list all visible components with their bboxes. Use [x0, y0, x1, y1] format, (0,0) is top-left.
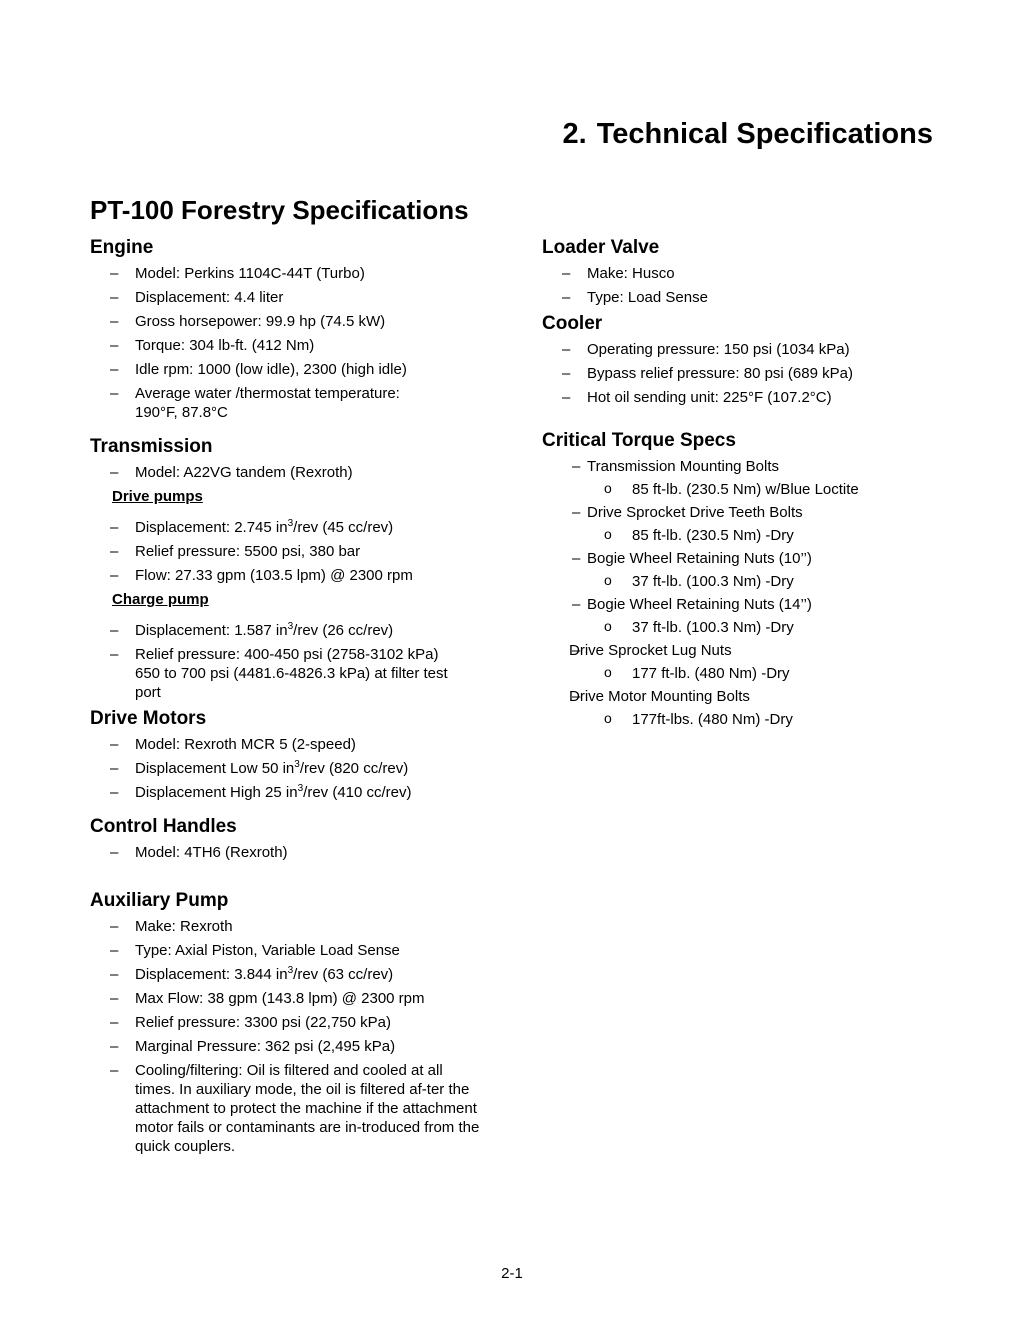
cooler-section — [542, 312, 942, 407]
list-item: – Displacement Low 50 $in^3$/rev (820 cc/rev) — [90, 759, 490, 778]
list-item: – Model: 4TH6 (Rexroth) — [90, 843, 490, 862]
drive-motors-section — [90, 707, 490, 802]
document-title: PT-100 Forestry Specifications — [90, 195, 469, 225]
list-item: o 85 ft-lb. (230.5 Nm) w/Blue Loctite — [542, 480, 942, 499]
engine-heading: Engine — [90, 237, 154, 258]
control-handles-list — [90, 843, 490, 862]
transmission-section — [90, 435, 490, 702]
list-item: – Make: Husco — [542, 264, 942, 283]
list-item: – Gross horsepower: 99.9 hp (74.5 kW) — [90, 312, 490, 331]
list-item: o 37 ft-lb. (100.3 Nm) -Dry — [542, 572, 942, 591]
engine-list — [90, 264, 490, 422]
transmission-heading: Transmission — [90, 436, 213, 457]
drive-motors-heading: Drive Motors — [90, 708, 207, 729]
list-item: o 37 ft-lb. (100.3 Nm) -Dry — [542, 618, 942, 637]
list-item: – Displacement: 4.4 liter — [90, 288, 490, 307]
list-item: – Marginal Pressure: 362 psi (2,495 kPa) — [90, 1037, 490, 1056]
list-item: – Bypass relief pressure: 80 psi (689 kPa) — [542, 364, 942, 383]
list-item: o 85 ft-lb. (230.5 Nm) -Dry — [542, 526, 942, 545]
engine-section — [90, 236, 490, 422]
right-column — [542, 236, 942, 733]
list-item: – Model: Rexroth MCR 5 (2-speed) — [90, 735, 490, 754]
loader-valve-section — [542, 236, 942, 307]
list-item: – Max Flow: 38 gpm (143.8 lpm) @ 2300 rpm — [90, 989, 490, 1008]
list-item: – Bogie Wheel Retaining Nuts (10’’) — [542, 549, 942, 568]
drive-pumps-list — [90, 518, 490, 585]
list-item: – Transmission Mounting Bolts — [542, 457, 942, 476]
list-item: – Relief pressure: 3300 psi (22,750 kPa) — [90, 1013, 490, 1032]
list-item: – Displacement High 25 $in^3$/rev (410 cc/rev) — [90, 783, 490, 802]
list-item: – Model: Perkins 1104C-44T (Turbo) — [90, 264, 490, 283]
drive-pumps-heading: Drive pumps — [112, 488, 203, 505]
loader-valve-heading: Loader Valve — [542, 237, 660, 258]
list-item: – Model: A22VG tandem (Rexroth) — [90, 463, 490, 482]
auxiliary-pump-list — [90, 917, 490, 1156]
list-item: – Cooling/filtering: Oil is filtered and cooled at all times. In auxiliary mode, the oil is filtered af-ter the attachment to protect the machine if the attachment motor fails or contaminants are in-troduced from the quick couplers. — [90, 1061, 485, 1156]
list-item: – Relief pressure: 5500 psi, 380 bar — [90, 542, 490, 561]
auxiliary-pump-heading: Auxiliary Pump — [90, 890, 229, 911]
list-item: – Torque: 304 lb-ft. (412 Nm) — [90, 336, 490, 355]
list-item: o 177ft-lbs. (480 Nm) -Dry — [542, 710, 942, 729]
charge-pump-heading: Charge pump — [112, 591, 209, 608]
list-item: – Displacement: 3.844 $in^3$/rev (63 cc/rev) — [90, 965, 490, 984]
left-column — [90, 236, 490, 1161]
critical-torque-section — [542, 429, 942, 729]
list-item: – Bogie Wheel Retaining Nuts (14’’) — [542, 595, 942, 614]
transmission-list — [90, 463, 490, 482]
list-item: – Make: Rexroth — [90, 917, 490, 936]
list-item: – Type: Load Sense — [542, 288, 942, 307]
drive-motors-list — [90, 735, 490, 802]
auxiliary-pump-section — [90, 889, 490, 1156]
list-item: – Displacement: 2.745 $in^3$/rev (45 cc/rev) — [90, 518, 490, 537]
chapter-title-text: Technical Specifications — [596, 118, 933, 150]
chapter-number: 2. — [562, 118, 587, 150]
list-item: – Flow: 27.33 gpm (103.5 lpm) @ 2300 rpm — [90, 566, 490, 585]
critical-torque-list — [542, 457, 942, 729]
charge-pump-list — [90, 621, 490, 702]
cooler-heading: Cooler — [542, 313, 603, 334]
list-item: – Drive Sprocket Drive Teeth Bolts — [542, 503, 942, 522]
list-item: – Displacement: 1.587 $in^3$/rev (26 cc/rev) — [90, 621, 490, 640]
list-item: – Drive Motor Mounting Bolts — [542, 687, 942, 706]
critical-torque-heading: Critical Torque Specs — [542, 430, 736, 451]
loader-valve-list — [542, 264, 942, 307]
page-number: 2-1 — [501, 1265, 523, 1282]
list-item: – Type: Axial Piston, Variable Load Sense — [90, 941, 490, 960]
list-item: – Idle rpm: 1000 (low idle), 2300 (high idle) — [90, 360, 490, 379]
list-item: – Hot oil sending unit: 225°F (107.2°C) — [542, 388, 942, 407]
control-handles-heading: Control Handles — [90, 816, 237, 837]
cooler-list — [542, 340, 942, 407]
list-item: – Drive Sprocket Lug Nuts — [542, 641, 942, 660]
control-handles-section — [90, 815, 490, 862]
list-item: – Operating pressure: 150 psi (1034 kPa) — [542, 340, 942, 359]
list-item: – Average water /thermostat temperature: 190°F, 87.8°C — [90, 384, 435, 422]
chapter-title — [563, 118, 933, 151]
list-item: o 177 ft-lb. (480 Nm) -Dry — [542, 664, 942, 683]
list-item: – Relief pressure: 400-450 psi (2758-3102 kPa) 650 to 700 psi (4481.6-4826.3 kPa) at filter test port — [90, 645, 465, 702]
